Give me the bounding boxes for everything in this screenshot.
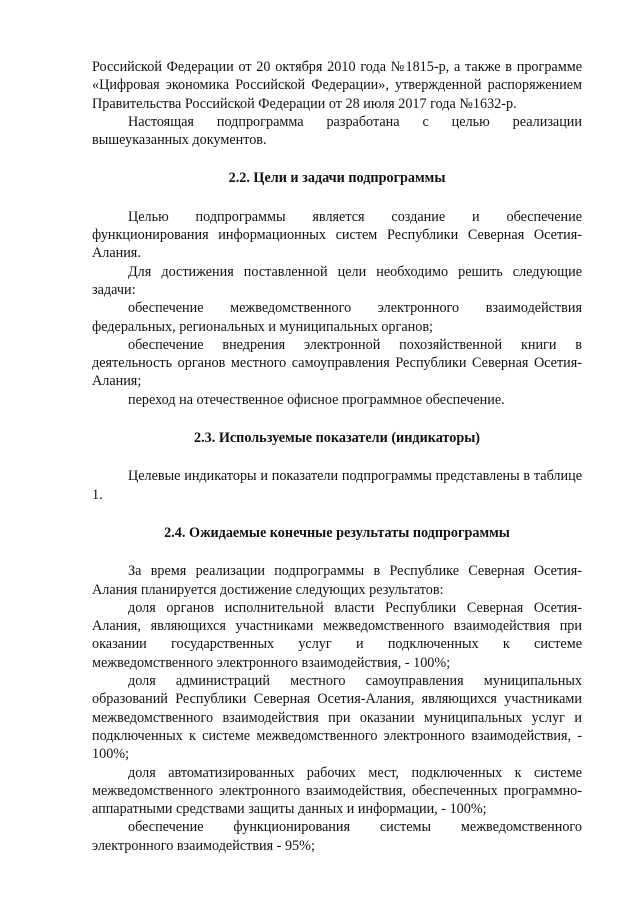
section-2-4-paragraph-5: обеспечение функционирования системы межведомственного электронного взаимодействия - 95%; (92, 819, 582, 854)
section-2-2-paragraph-1: Целью подпрограммы является создание и обеспечение функционирования информационных систем Республики Северная Осетия-Алания. (92, 208, 582, 262)
section-2-4-paragraph-3: доля администраций местного самоуправления муниципальных образований Республики Северная Осетия-Алания, являющихся участниками межведомственного взаимодействия при оказании муниципальных услуг и подключенных к системе межведомственного электронного взаимодействия, - 100%; (92, 673, 582, 763)
section-heading-2-4: 2.4. Ожидаемые конечные результаты подпрограммы (164, 524, 510, 541)
section-2-4-paragraph-1: За время реализации подпрограммы в Республике Северная Осетия-Алания планируется достижение следующих результатов: (92, 563, 582, 598)
document-page (92, 58, 582, 855)
section-2-4-paragraph-4: доля автоматизированных рабочих мест, подключенных к системе межведомственного электронного взаимодействия, обеспеченных программно-аппаратными средствами защиты данных и информации, - 100%; (92, 764, 582, 818)
section-2-4-paragraph-2: доля органов исполнительной власти Республики Северная Осетия-Алания, являющихся участниками межведомственного взаимодействия при оказании государственных услуг и подключенных к системе межведомственного электронного взаимодействия, - 100%; (92, 599, 582, 671)
section-2-2-paragraph-5: переход на отечественное офисное программное обеспечение. (128, 391, 505, 408)
intro-paragraph-1: Российской Федерации от 20 октября 2010 года №1815-р, а также в программе «Цифровая экономика Российской Федерации», утвержденной распоряжением Правительства Российской Федерации от 28 июля 2017 года №1632-р. (92, 59, 582, 112)
section-2-3-paragraph-1: Целевые индикаторы и показатели подпрограммы представлены в таблице 1. (92, 468, 582, 503)
intro-paragraph-2: Настоящая подпрограмма разработана с целью реализации вышеуказанных документов. (92, 113, 582, 149)
section-2-2-paragraph-4: обеспечение внедрения электронной похозяйственной книги в деятельность органов местного самоуправления Республики Северная Осетия-Алания; (92, 336, 582, 390)
section-heading-2-3: 2.3. Используемые показатели (индикаторы) (193, 430, 481, 447)
section-2-2-paragraph-3: обеспечение межведомственного электронного взаимодействия федеральных, региональных и муниципальных органов; (92, 300, 582, 335)
section-2-2-paragraph-2: Для достижения поставленной цели необходимо решить следующие задачи: (92, 263, 582, 298)
section-heading-2-2: 2.2. Цели и задачи подпрограммы (228, 170, 446, 187)
